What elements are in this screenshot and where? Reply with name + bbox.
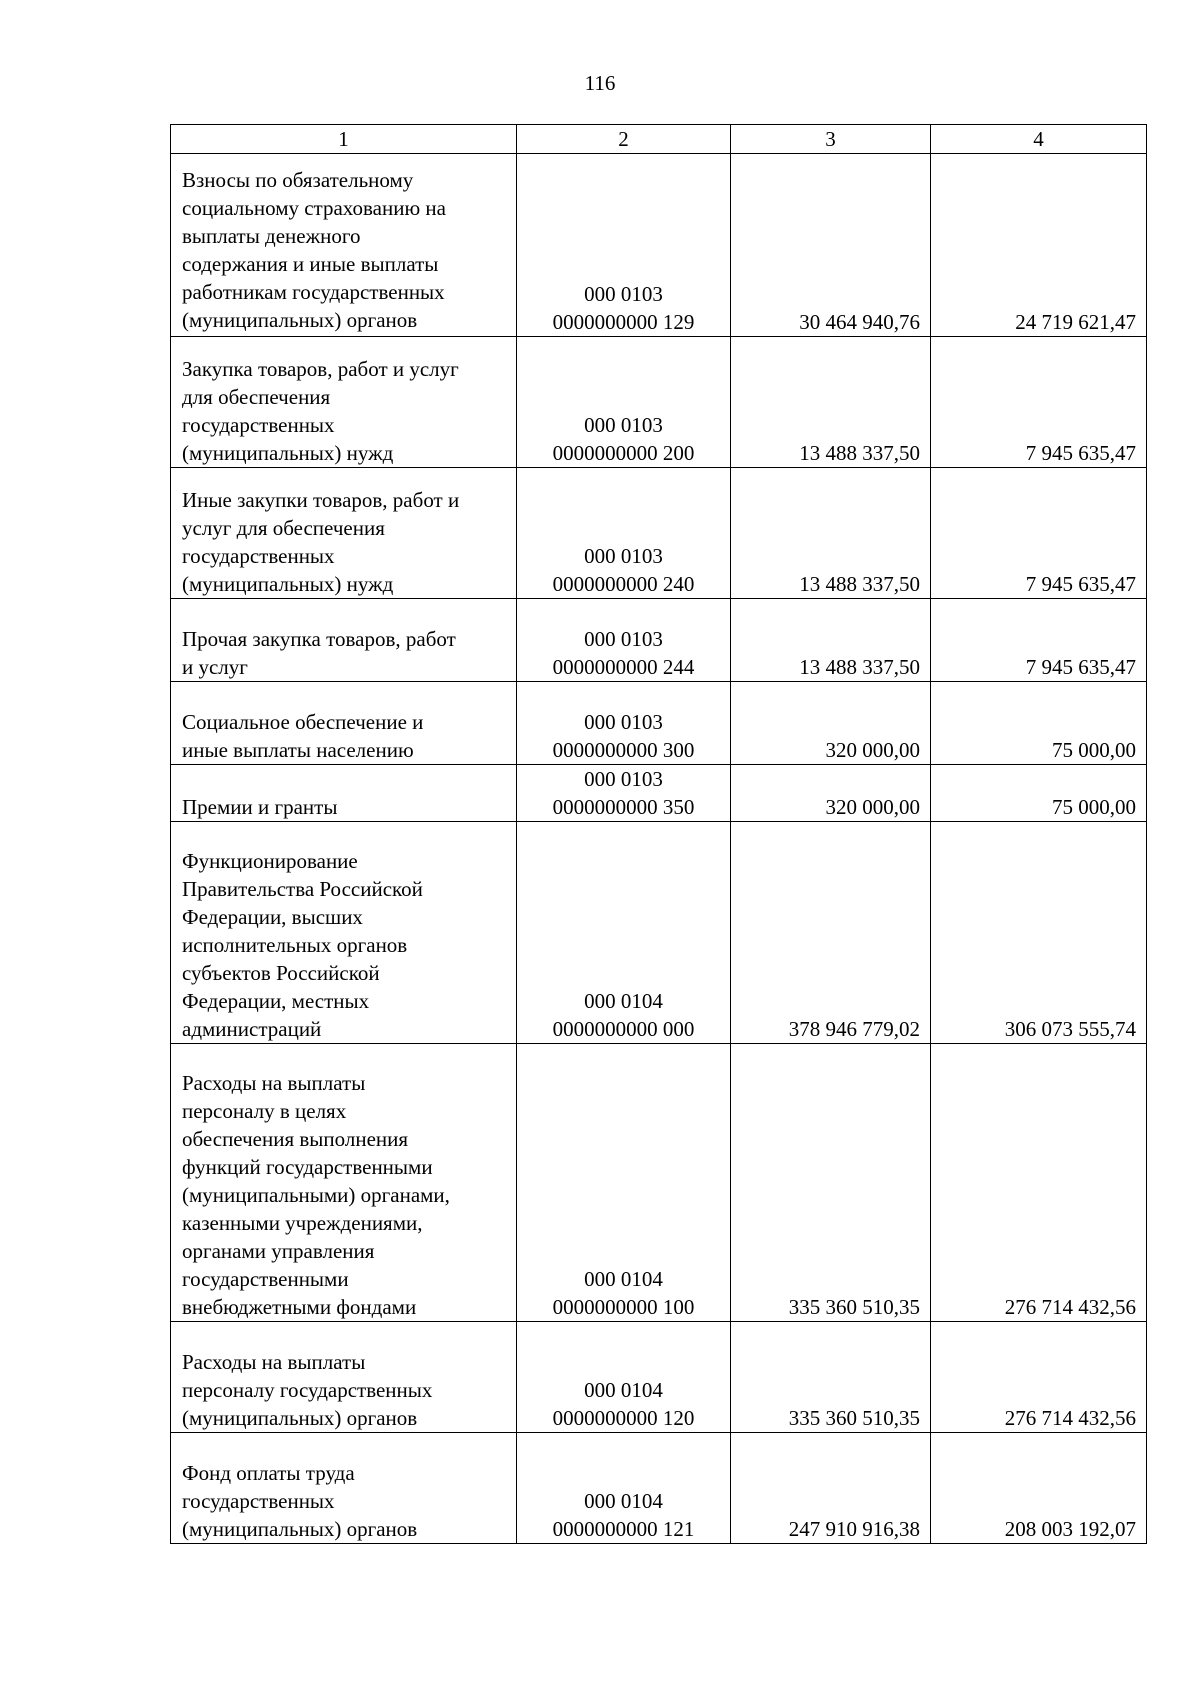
row-value-3: 378 946 779,02	[731, 822, 931, 1044]
row-value-4: 7 945 635,47	[931, 337, 1147, 468]
row-value-4: 276 714 432,56	[931, 1322, 1147, 1433]
row-name: Иные закупки товаров, работ и услуг для обеспечения государственных (муниципальных) нужд	[171, 468, 517, 599]
row-value-3: 247 910 916,38	[731, 1433, 931, 1544]
row-value-4: 276 714 432,56	[931, 1044, 1147, 1322]
table-row	[171, 337, 1147, 468]
row-name: Прочая закупка товаров, работ и услуг	[171, 599, 517, 682]
row-code: 000 0104 0000000000 000	[517, 822, 731, 1044]
table-row	[171, 1044, 1147, 1322]
table-header	[171, 125, 1147, 154]
table-body	[171, 154, 1147, 1544]
row-name: Функционирование Правительства Российской Федерации, высших исполнительных органов субъектов Российской Федерации, местных администраций	[171, 822, 517, 1044]
row-name: Премии и гранты	[171, 765, 517, 822]
row-code: 000 0103 0000000000 350	[517, 765, 731, 822]
table-row	[171, 765, 1147, 822]
row-code: 000 0103 0000000000 200	[517, 337, 731, 468]
row-value-3: 13 488 337,50	[731, 599, 931, 682]
header-col-4: 4	[931, 125, 1147, 154]
table-row	[171, 682, 1147, 765]
row-name: Фонд оплаты труда государственных (муниципальных) органов	[171, 1433, 517, 1544]
row-code: 000 0104 0000000000 121	[517, 1433, 731, 1544]
header-col-1: 1	[171, 125, 517, 154]
row-value-3: 30 464 940,76	[731, 154, 931, 337]
row-value-3: 335 360 510,35	[731, 1322, 931, 1433]
table-row	[171, 468, 1147, 599]
row-value-4: 75 000,00	[931, 765, 1147, 822]
row-code: 000 0103 0000000000 129	[517, 154, 731, 337]
table-row	[171, 1322, 1147, 1433]
table-row	[171, 1433, 1147, 1544]
row-code: 000 0104 0000000000 100	[517, 1044, 731, 1322]
row-value-4: 24 719 621,47	[931, 154, 1147, 337]
header-col-3: 3	[731, 125, 931, 154]
row-name: Взносы по обязательному социальному страхованию на выплаты денежного содержания и иные выплаты работникам государственных (муниципальных) органов	[171, 154, 517, 337]
row-value-3: 13 488 337,50	[731, 337, 931, 468]
table-row	[171, 599, 1147, 682]
row-name: Закупка товаров, работ и услуг для обеспечения государственных (муниципальных) нужд	[171, 337, 517, 468]
row-name: Расходы на выплаты персоналу в целях обеспечения выполнения функций государственными (муниципальными) органами, казенными учреждениями, органами управления государственными внебюджетными фондами	[171, 1044, 517, 1322]
row-value-3: 320 000,00	[731, 682, 931, 765]
row-value-4: 75 000,00	[931, 682, 1147, 765]
row-code: 000 0104 0000000000 120	[517, 1322, 731, 1433]
header-col-2: 2	[517, 125, 731, 154]
row-value-4: 7 945 635,47	[931, 599, 1147, 682]
row-value-4: 306 073 555,74	[931, 822, 1147, 1044]
table-row	[171, 154, 1147, 337]
row-name: Расходы на выплаты персоналу государственных (муниципальных) органов	[171, 1322, 517, 1433]
table-row	[171, 822, 1147, 1044]
row-value-3: 13 488 337,50	[731, 468, 931, 599]
header-row	[171, 125, 1147, 154]
row-name: Социальное обеспечение и иные выплаты населению	[171, 682, 517, 765]
row-value-3: 335 360 510,35	[731, 1044, 931, 1322]
row-code: 000 0103 0000000000 300	[517, 682, 731, 765]
row-value-4: 7 945 635,47	[931, 468, 1147, 599]
budget-table	[170, 124, 1147, 1544]
row-value-3: 320 000,00	[731, 765, 931, 822]
page-number: 116	[584, 71, 616, 95]
row-code: 000 0103 0000000000 244	[517, 599, 731, 682]
row-code: 000 0103 0000000000 240	[517, 468, 731, 599]
row-value-4: 208 003 192,07	[931, 1433, 1147, 1544]
